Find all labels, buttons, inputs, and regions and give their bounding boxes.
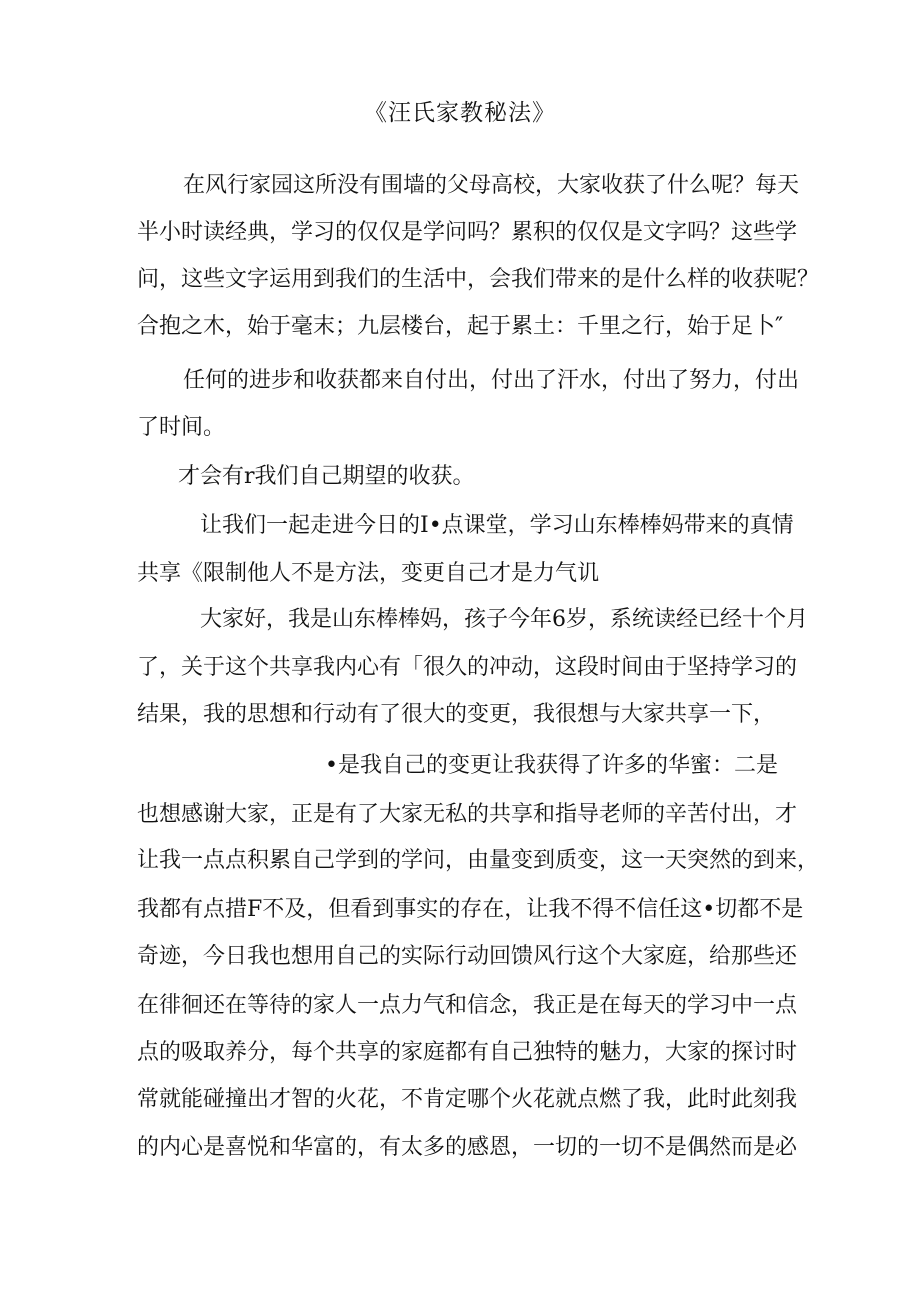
paragraph-line: 大家好，我是山东棒棒妈，孩子今年6岁，系统读经已经十个月 xyxy=(200,607,808,632)
paragraph-line: •是我自己的变更让我获得了许多的华蜜：二是 xyxy=(325,753,778,778)
paragraph-line: 的内心是喜悦和华富的，有太多的感恩，一切的一切不是偶然而是必 xyxy=(137,1135,798,1160)
paragraph-line: 在风行家园这所没有围墙的父母高校，大家收获了什么呢？每天 xyxy=(183,173,800,198)
paragraph-line: 在徘徊还在等待的家人一点力气和信念，我正是在每天的学习中一点 xyxy=(137,993,798,1018)
paragraph-line: 结果，我的思想和行动有了很大的变更，我很想与大家共享一下， xyxy=(137,702,776,727)
document-title: 《汪氏家教秘法》 xyxy=(364,100,556,126)
paragraph-line: 问，这些文字运用到我们的生活中，会我们带来的是什么样的收获呢？ xyxy=(137,267,820,292)
paragraph-line: 让我一点点积累自己学到的学问，由量变到质变，这一天突然的到来， xyxy=(137,848,820,873)
paragraph-line: 共享《限制他人不是方法，变更自己才是力气讥 xyxy=(137,561,600,586)
paragraph-line: 我都有点措F不及，但看到事实的存在，让我不得不信任这•切都不是 xyxy=(137,897,804,922)
paragraph-line: 合抱之木，始于毫末；九层楼台，起于累土：千里之行，始于足卜″ xyxy=(137,314,784,339)
paragraph-line: 常就能碰撞出才智的火花，不肯定哪个火花就点燃了我，此时此刻我 xyxy=(137,1087,798,1112)
paragraph-line: 任何的进步和收获都来自付出，付出了汗水，付出了努力，付出 xyxy=(183,368,800,393)
paragraph-line: 奇迹，今日我也想用自己的实际行动回馈风行这个大家庭，给那些还 xyxy=(137,944,798,969)
paragraph-line: 让我们一起走进今日的I•点课堂，学习山东棒棒妈带来的真情 xyxy=(200,513,794,538)
paragraph-line: 了时间。 xyxy=(137,415,226,440)
paragraph-line: 半小时读经典，学习的仅仅是学问吗？累积的仅仅是文字吗？这些学 xyxy=(137,220,798,245)
paragraph-line: 了，关于这个共享我内心有「很久的冲动，这段时间由于坚持学习的 xyxy=(137,655,798,680)
paragraph-line: 也想感谢大家，正是有了大家无私的共享和指导老师的辛苦付出，才 xyxy=(137,802,798,827)
paragraph-line: 才会有r我们自己期望的收获。 xyxy=(178,464,475,489)
paragraph-line: 点的吸取养分，每个共享的家庭都有自己独特的魅力，大家的探讨时 xyxy=(137,1040,798,1065)
